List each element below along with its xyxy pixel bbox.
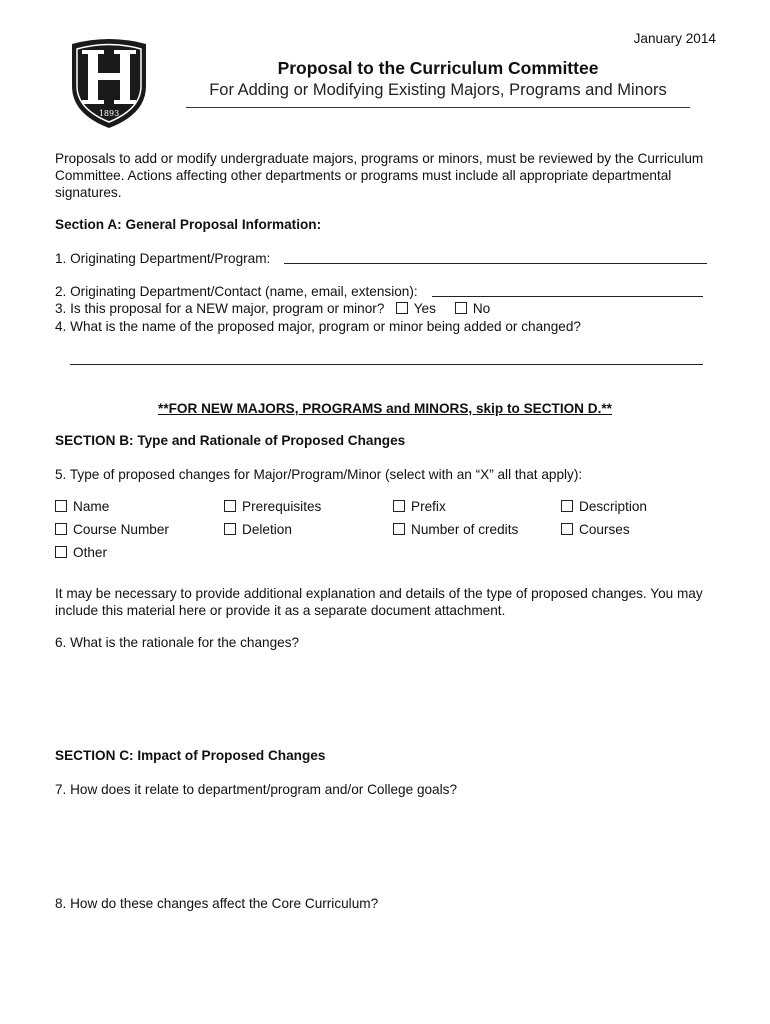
explanation-paragraph: It may be necessary to provide additional explanation and details of the type of proposed changes. You may include this material here or provide it as a separate document attachment.: [55, 586, 703, 618]
question-1-label: 1. Originating Department/Program:: [55, 251, 271, 266]
section-b-heading: SECTION B: Type and Rationale of Proposed Changes: [55, 433, 406, 448]
contact-field[interactable]: [432, 284, 703, 297]
other-checkbox[interactable]: [55, 546, 67, 558]
option-prefix[interactable]: Prefix: [393, 499, 446, 514]
option-description[interactable]: Description: [561, 499, 647, 514]
option-deletion[interactable]: Deletion: [224, 522, 292, 537]
page-title: Proposal to the Curriculum Committee: [277, 58, 599, 78]
deletion-checkbox[interactable]: [224, 523, 236, 535]
option-prerequisites[interactable]: Prerequisites: [224, 499, 321, 514]
title-divider: [186, 107, 690, 108]
question-8: 8. How do these changes affect the Core Curriculum?: [55, 896, 379, 911]
question-5: 5. Type of proposed changes for Major/Program/Minor (select with an “X” all that apply):: [55, 467, 583, 482]
option-name[interactable]: Name: [55, 499, 109, 514]
option-other[interactable]: Other: [55, 545, 107, 560]
option-courses[interactable]: Courses: [561, 522, 630, 537]
name-checkbox[interactable]: [55, 500, 67, 512]
option-course-number[interactable]: Course Number: [55, 522, 169, 537]
question-6: 6. What is the rationale for the changes?: [55, 635, 300, 650]
course-number-checkbox[interactable]: [55, 523, 67, 535]
college-shield-logo: [66, 36, 152, 130]
question-1: [55, 250, 270, 267]
section-a-heading: Section A: General Proposal Information:: [55, 217, 322, 232]
intro-paragraph: Proposals to add or modify undergraduate majors, programs or minors, must be reviewed by the Curriculum Committee. Actions affecting other departments or programs must include all appropriate departmental signatures.: [55, 151, 704, 200]
number-of-credits-checkbox[interactable]: [393, 523, 405, 535]
no-checkbox[interactable]: [455, 302, 467, 314]
prerequisites-checkbox[interactable]: [224, 500, 236, 512]
yes-checkbox[interactable]: [396, 302, 408, 314]
section-c-heading: SECTION C: Impact of Proposed Changes: [55, 748, 326, 763]
question-2-label: 2. Originating Department/Contact (name, email, extension):: [55, 284, 418, 299]
question-2: [55, 283, 418, 300]
option-number-of-credits[interactable]: Number of credits: [393, 522, 518, 537]
department-program-field[interactable]: [284, 251, 707, 264]
description-checkbox[interactable]: [561, 500, 573, 512]
question-3: [55, 300, 490, 317]
proposed-name-field[interactable]: [70, 352, 703, 365]
yes-label: Yes: [413, 301, 436, 316]
question-7: 7. How does it relate to department/program and/or College goals?: [55, 782, 457, 797]
no-label: No: [472, 301, 491, 316]
courses-checkbox[interactable]: [561, 523, 573, 535]
page-subtitle: For Adding or Modifying Existing Majors, Programs and Minors: [209, 81, 667, 99]
question-3-label: 3. Is this proposal for a NEW major, program or minor?: [55, 301, 385, 316]
prefix-checkbox[interactable]: [393, 500, 405, 512]
document-date: January 2014: [633, 31, 716, 46]
logo-year: 1893: [98, 109, 120, 118]
question-4: 4. What is the name of the proposed major, program or minor being added or changed?: [55, 319, 581, 334]
skip-note: **FOR NEW MAJORS, PROGRAMS and MINORS, skip to SECTION D.**: [158, 401, 612, 416]
